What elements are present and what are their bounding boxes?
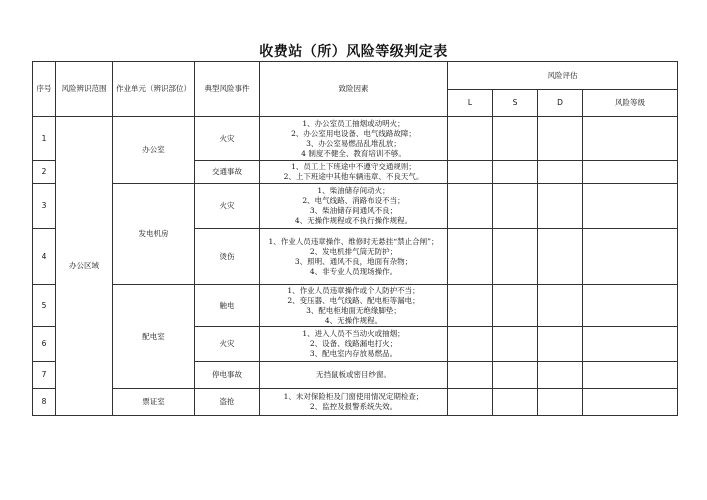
range-office-area: 办公区域 <box>56 117 113 416</box>
risk-factors <box>260 161 448 184</box>
cell-D <box>538 161 583 184</box>
cell-S <box>493 161 538 184</box>
table-row <box>33 285 678 327</box>
risk-event: 火灾 <box>195 327 260 362</box>
cell-S <box>493 362 538 389</box>
cell-level <box>583 285 678 327</box>
header-S: S <box>493 90 538 117</box>
factor-line: 3、办公室易燃品乱堆乱放； <box>306 138 401 148</box>
cell-S <box>493 229 538 285</box>
cell-L <box>448 285 493 327</box>
factor-line: 无挡鼠板或密目纱窗。 <box>316 370 391 379</box>
risk-factors <box>260 229 448 285</box>
cell-L <box>448 161 493 184</box>
factor-line: 2、监控及报警系统失效。 <box>309 402 398 411</box>
risk-event: 火灾 <box>195 184 260 229</box>
row-seq: 8 <box>33 389 56 416</box>
header-row <box>33 62 678 90</box>
factor-line: 2、设备、线路漏电打火； <box>309 339 398 348</box>
factor-line: 1、进入人员不当动火或抽烟； <box>302 329 405 338</box>
cell-level <box>583 161 678 184</box>
header-L: L <box>448 90 493 117</box>
cell-level <box>583 117 678 161</box>
cell-D <box>538 117 583 161</box>
row-seq: 4 <box>33 229 56 285</box>
header-level: 风险等级 <box>583 90 678 117</box>
risk-factors <box>260 327 448 362</box>
risk-factors <box>260 285 448 327</box>
factor-line: 4 制度不健全、教育培训不够。 <box>301 148 406 158</box>
factor-line: 2、办公室用电设备、电气线路故障； <box>291 128 416 138</box>
header-event: 典型风险事件 <box>195 62 260 117</box>
row-seq: 1 <box>33 117 56 161</box>
factor-line: 1、办公室员工抽烟或动明火； <box>302 118 405 128</box>
row-seq: 2 <box>33 161 56 184</box>
risk-event: 盗抢 <box>195 389 260 416</box>
cell-level <box>583 362 678 389</box>
cell-level <box>583 184 678 229</box>
factor-line: 3、配电柜地面无绝缘脚垫； <box>306 305 401 315</box>
cell-level <box>583 389 678 416</box>
page-title: 收费站（所）风险等级判定表 <box>259 44 448 60</box>
row-seq: 6 <box>33 327 56 362</box>
factor-line: 1、作业人员违章操作、维修时无悬挂“禁止合闸”； <box>268 236 439 246</box>
table-row <box>33 117 678 161</box>
factor-line: 1、未对保险柜及门窗使用情况定期检查； <box>283 392 424 401</box>
factor-line: 4、无操作规程或不执行操作规程。 <box>294 216 413 225</box>
factor-line: 3、柴油储存间通风不良； <box>309 206 398 215</box>
factor-line: 2、电气线路、消路布设不当； <box>302 196 405 205</box>
row-seq: 7 <box>33 362 56 389</box>
header-unit: 作业单元（辨识部位） <box>113 62 195 117</box>
table-row <box>33 184 678 229</box>
factor-line: 2、上下班途中其他车辆违章、不良天气。 <box>283 172 424 181</box>
header-seq: 序号 <box>33 62 56 117</box>
risk-factors <box>260 117 448 161</box>
cell-L <box>448 184 493 229</box>
cell-L <box>448 362 493 389</box>
unit-generator: 发电机房 <box>113 184 195 285</box>
cell-L <box>448 229 493 285</box>
risk-event: 停电事故 <box>195 362 260 389</box>
row-seq: 3 <box>33 184 56 229</box>
cell-D <box>538 327 583 362</box>
factor-line: 1、作业人员违章操作或个人防护不当； <box>287 285 420 295</box>
cell-D <box>538 389 583 416</box>
table-row <box>33 389 678 416</box>
header-factors: 致险因素 <box>260 62 448 117</box>
header-D: D <box>538 90 583 117</box>
header-eval: 风险评估 <box>448 62 678 90</box>
factor-line: 2、变压器、电气线路、配电柜等漏电； <box>287 295 420 305</box>
factor-line: 2、发电机排气筒无防护； <box>309 246 398 256</box>
factor-line: 1、员工上下班途中不遵守交通规则； <box>291 162 416 171</box>
factor-line: 3、照明、通风不良，地面有杂物； <box>294 256 413 266</box>
unit-ticket: 票证室 <box>113 389 195 416</box>
risk-event: 交通事故 <box>195 161 260 184</box>
cell-D <box>538 285 583 327</box>
cell-S <box>493 389 538 416</box>
unit-office: 办公室 <box>113 117 195 184</box>
factor-line: 3、配电室内存放易燃品。 <box>309 349 398 358</box>
factor-line: 4、非专业人员现场操作。 <box>309 266 398 276</box>
cell-level <box>583 327 678 362</box>
cell-D <box>538 184 583 229</box>
risk-event: 触电 <box>195 285 260 327</box>
cell-D <box>538 362 583 389</box>
risk-factors <box>260 389 448 416</box>
cell-S <box>493 117 538 161</box>
risk-table <box>32 61 678 416</box>
risk-event: 火灾 <box>195 117 260 161</box>
unit-power: 配电室 <box>113 285 195 389</box>
cell-S <box>493 327 538 362</box>
risk-event: 烫伤 <box>195 229 260 285</box>
cell-L <box>448 389 493 416</box>
risk-factors <box>260 184 448 229</box>
header-range: 风险辨识范围 <box>56 62 113 117</box>
cell-S <box>493 184 538 229</box>
cell-S <box>493 285 538 327</box>
cell-L <box>448 117 493 161</box>
factor-line: 1、柴油储存间动火； <box>317 186 390 195</box>
row-seq: 5 <box>33 285 56 327</box>
risk-factors <box>260 362 448 389</box>
cell-D <box>538 229 583 285</box>
cell-level <box>583 229 678 285</box>
factor-line: 4、无操作规程。 <box>324 315 383 325</box>
cell-L <box>448 327 493 362</box>
